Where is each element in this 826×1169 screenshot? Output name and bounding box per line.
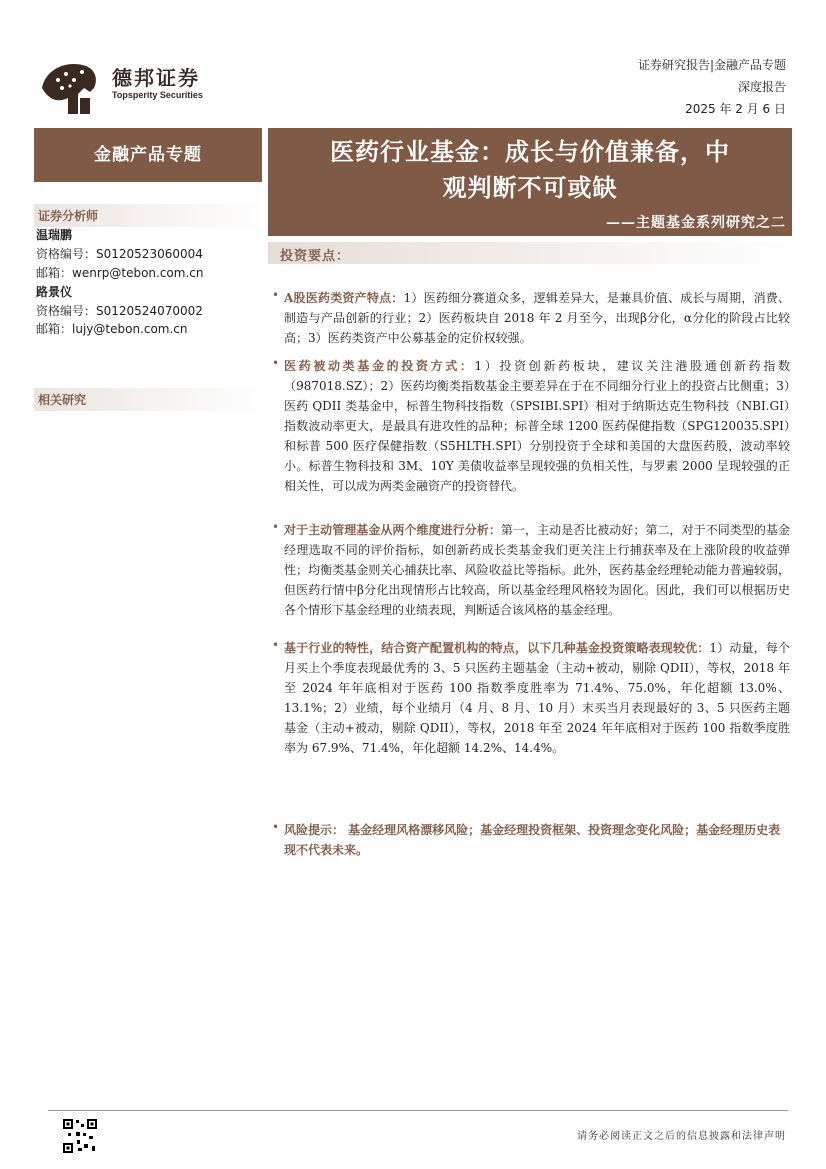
invest-point xyxy=(284,288,790,348)
bullet-icon: • xyxy=(272,288,280,302)
report-depth: 深度报告 xyxy=(737,80,786,94)
related-research-label: 相关研究 xyxy=(34,388,266,411)
invest-point xyxy=(284,638,790,758)
page-title-line1: 医药行业基金：成长与价值兼备，中 xyxy=(330,137,730,166)
legal-disclaimer: 请务必阅读正文之后的信息披露和法律声明 xyxy=(577,1131,786,1142)
qr-code-icon xyxy=(62,1118,98,1154)
report-date: 2025 年 2 月 6 日 xyxy=(685,102,786,116)
invest-point-lead: 对于主动管理基金从两个维度进行分析： xyxy=(284,523,501,537)
page-subtitle: ——主题基金系列研究之二 xyxy=(606,215,786,231)
analyst-name: 路景仪 xyxy=(36,285,73,299)
analyst-cert xyxy=(36,302,203,319)
invest-point-text: 1）动量，每个月买上个季度表现最优秀的 3、5 只医药主题基金（主动+被动，剔除 QDII），等权，2018 年至 2024 年年底相对于医药 100 指数季度胜率为 71.4%、75.0%，年化超额 13.0%、13.1%；2）业绩，每个业绩月（4 月、8 月、10 月）末买当月表现最好的 3、5 只医药主题基金（主动+被动，剔除 QDII），等权，2018 年至 2024 年年底相对于医药 100 指数季度胜率为 67.9%、71.4%，年化超额 14.2%、14.4%。 xyxy=(284,641,790,755)
bullet-icon: • xyxy=(272,356,280,370)
risk-warning: 风险提示： 基金经理风格漂移风险；基金经理投资框架、投资理念变化风险；基金经理历史表现不代表未来。 xyxy=(284,823,781,857)
footer-divider xyxy=(48,1110,788,1111)
analyst-cert xyxy=(36,245,203,262)
bullet-icon: • xyxy=(272,520,280,534)
page-title-line2: 观判断不可或缺 xyxy=(442,173,618,202)
analyst-cert-label: 资格编号： xyxy=(36,247,97,261)
analyst-name: 温瑞鹏 xyxy=(36,228,73,242)
invest-point-lead: 基于行业的特性，结合资产配置机构的特点，以下几种基金投资策略表现较优： xyxy=(284,641,710,655)
analyst-email-link[interactable]: lujy@tebon.com.cn xyxy=(72,322,188,336)
analyst-cert-label: 资格编号： xyxy=(36,304,97,318)
analyst-email-label: 邮箱： xyxy=(36,322,73,336)
analyst-cert-value: S0120523060004 xyxy=(96,247,203,261)
bullet-icon: • xyxy=(272,638,280,652)
brand-name-cn: 德邦证券 xyxy=(112,66,200,90)
invest-point-lead: 医药被动类基金的投资方式： xyxy=(284,359,475,373)
invest-point xyxy=(284,520,790,620)
category-band: 金融产品专题 xyxy=(34,128,262,182)
analyst-section-label: 证券分析师 xyxy=(34,204,266,227)
analyst-email-label: 邮箱： xyxy=(36,266,73,280)
analyst-cert-value: S0120524070002 xyxy=(96,304,203,318)
bullet-icon: • xyxy=(272,820,280,834)
brand-name-en: Topsperity Securities xyxy=(112,90,203,100)
report-type: 证券研究报告|金融产品专题 xyxy=(637,58,786,72)
invest-point-text: 1）投资创新药板块，建议关注港股通创新药指数（987018.SZ）；2）医药均衡类指数基金主要差异在于在不同细分行业上的投资占比侧重；3）医药 QDII 类基金中，标普生物科技指数（SPSIBI.SPI）相对于纳斯达克生物科技（NBI.GI）指数波动率更大，是最具有进攻性的品种；标普全球 1200 医药保健指数（SPG120035.SPI）和标普 500 医疗保健指数（S5HLTH.SPI）分别投资于全球和美国的大盘医药股，波动率较小。标普生物科技和 3M、10Y 美债收益率呈现较强的负相关性，与罗素 2000 呈现较强的正相关性，可以成为两类金融资产的投资替代。 xyxy=(284,359,790,493)
invest-point xyxy=(284,356,790,496)
invest-heading: 投资要点： xyxy=(280,249,351,264)
invest-point-text: 第一，主动是否比被动好；第二，对于不同类型的基金经理选取不同的评价指标，如创新药成长类基金我们更关注上行捕获率及在上涨阶段的收益弹性；均衡类基金则关心捕获比率、风险收益比等指标。此外，医药基金经理轮动能力普遍较弱，但医药行情中β分化出现情形占比较高，所以基金经理风格较为固化。因此，我们可以根据历史各个情形下基金经理的业绩表现，判断适合该风格的基金经理。 xyxy=(284,523,790,617)
invest-point-text: 1）医药细分赛道众多，逻辑差异大，是兼具价值、成长与周期，消费、制造与产品创新的行业；2）医药板块自 2018 年 2 月至今，出现β分化，α分化的阶段占比较高；3）医药类资产中公募基金的定价权较强。 xyxy=(284,291,791,345)
brand-logo-icon xyxy=(38,58,100,118)
analyst-email xyxy=(36,264,203,281)
page-title xyxy=(268,134,792,206)
analyst-email-link[interactable]: wenrp@tebon.com.cn xyxy=(72,266,204,280)
analyst-email xyxy=(36,320,188,337)
invest-point-lead: A股医药类资产特点： xyxy=(284,291,404,305)
